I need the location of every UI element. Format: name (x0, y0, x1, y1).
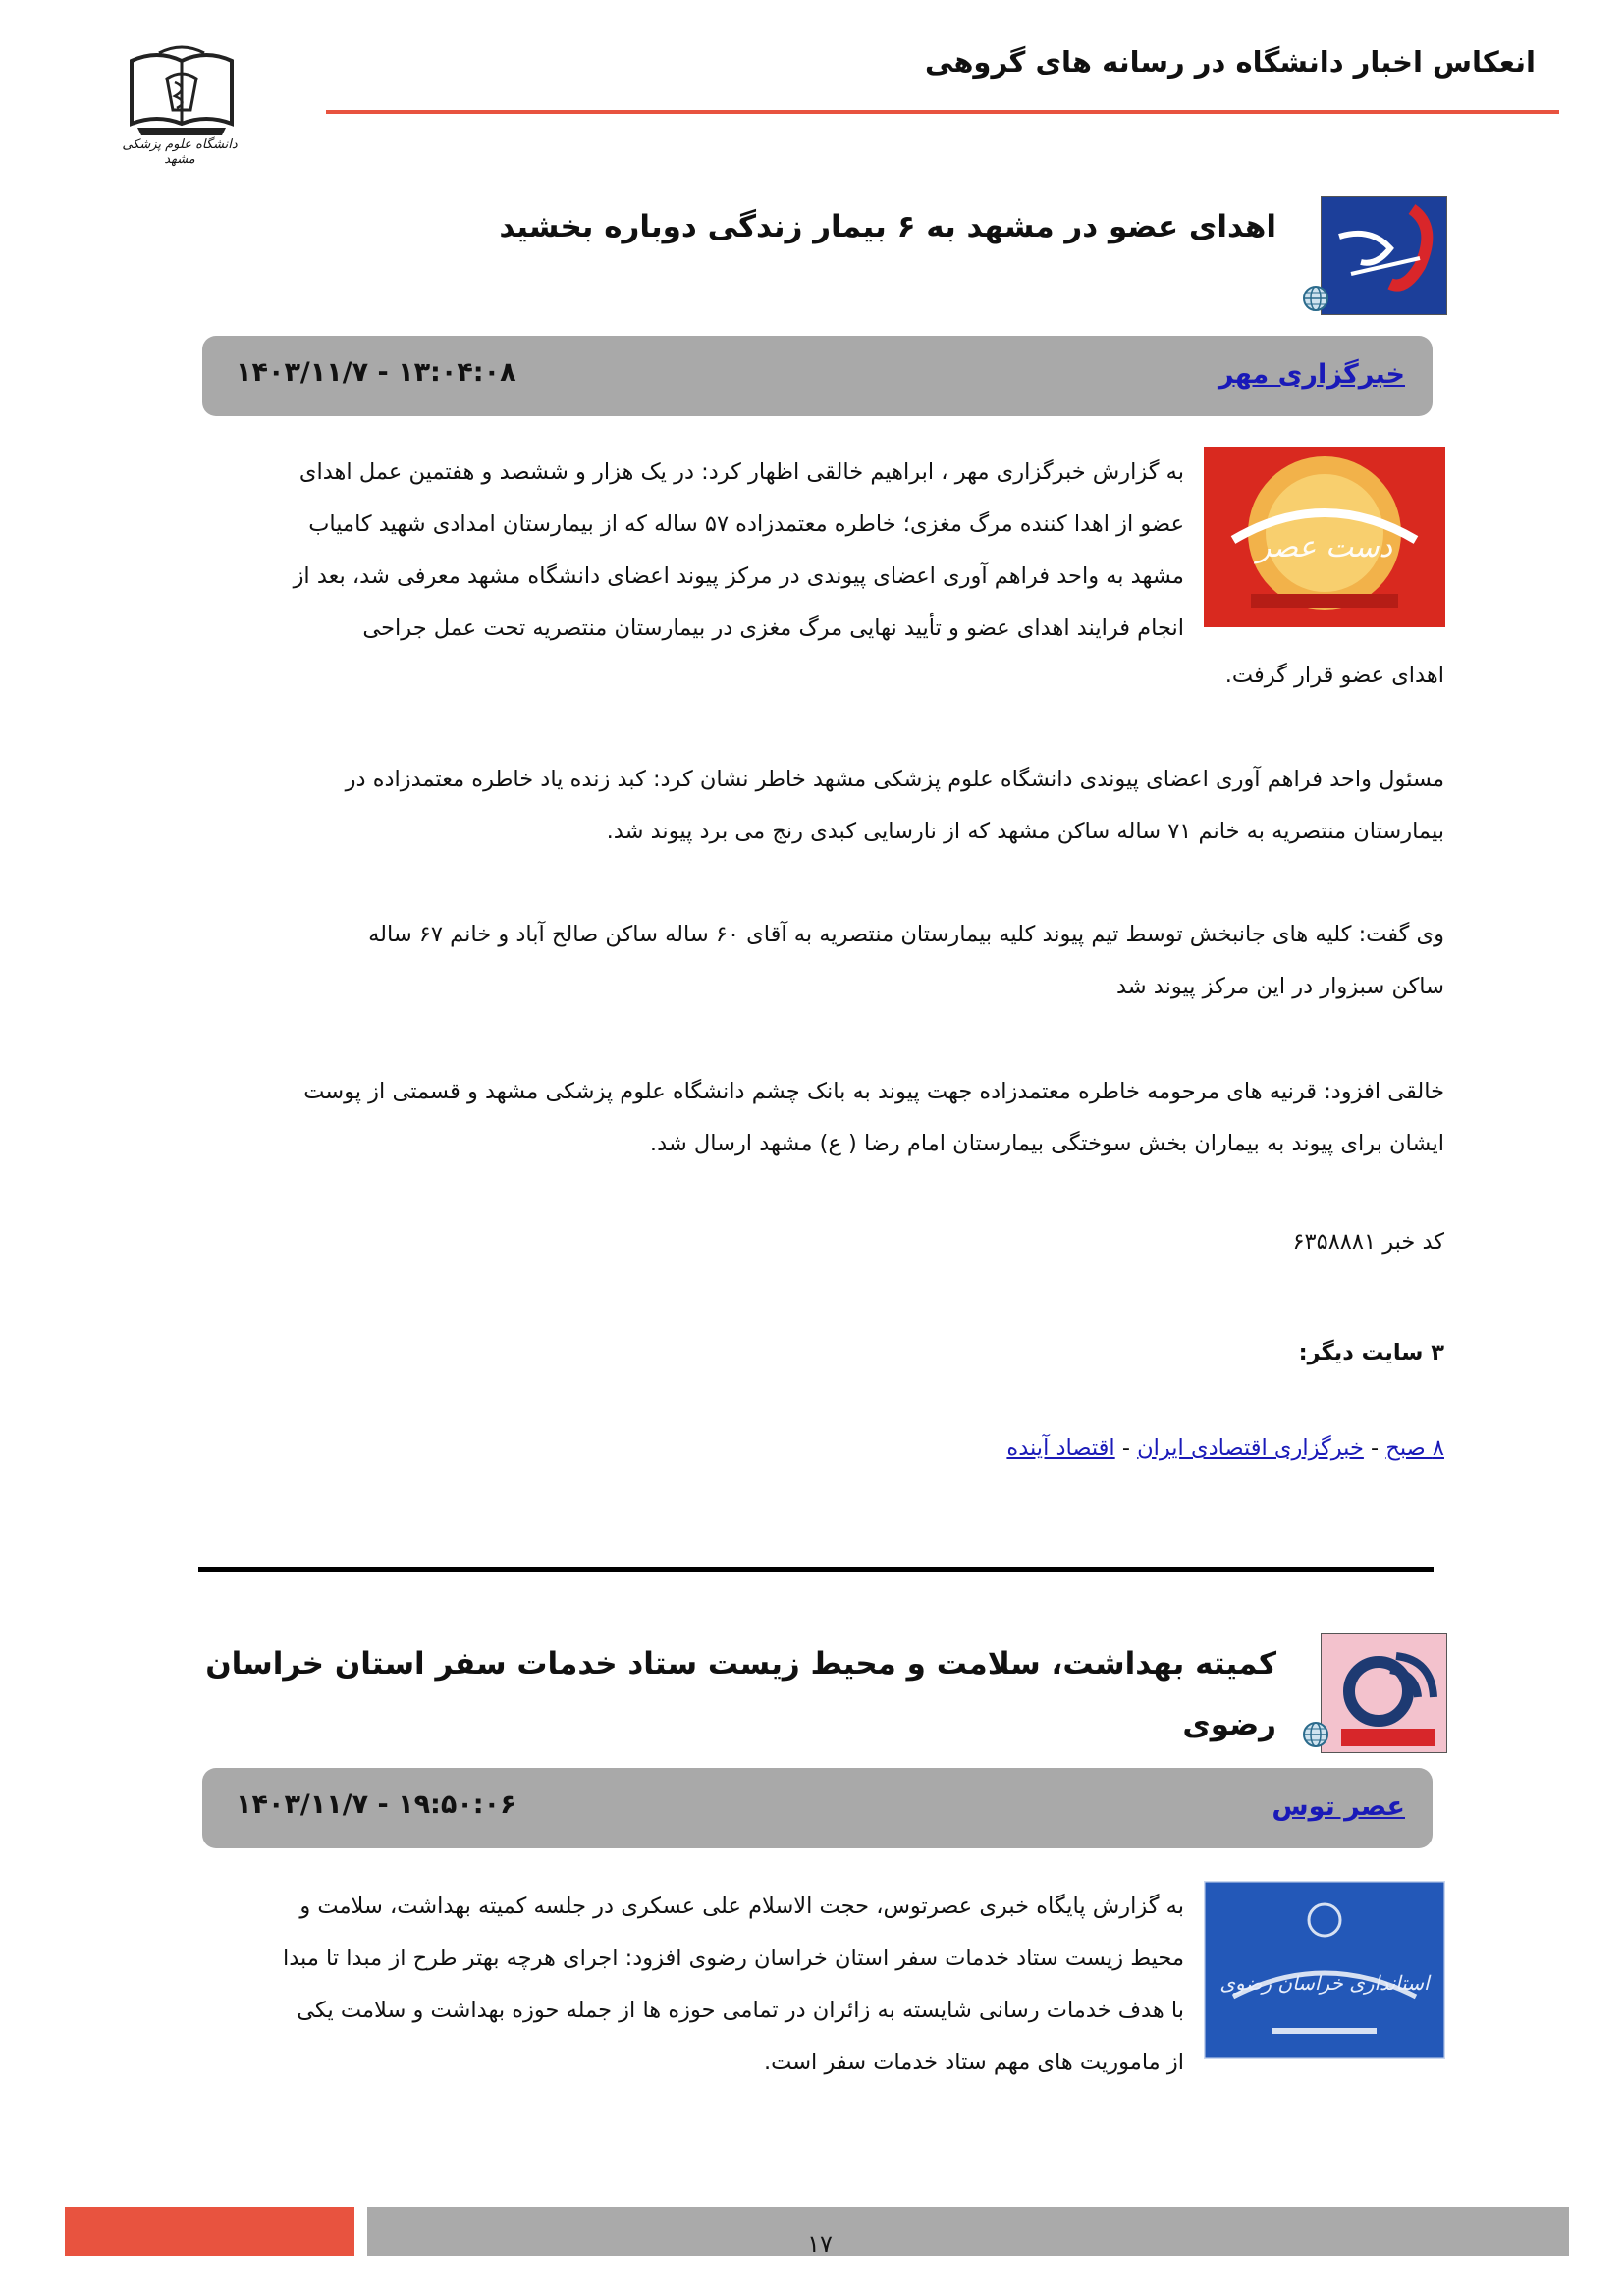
lead-line: به گزارش خبرگزاری مهر ، ابراهیم خالقی اظهار کرد: در یک هزار و ششصد و هفتمین عمل اهدای (298, 459, 1184, 485)
article-2-source-link[interactable]: عصر توس (1272, 1791, 1405, 1822)
article-1-date: ۱۴۰۳/۱۱/۷ - ۱۳:۰۴:۰۸ (236, 357, 516, 388)
other-site-link[interactable]: خبرگزاری اقتصادی ایران (1137, 1435, 1364, 1461)
header-divider (326, 110, 1559, 114)
article-1-thumbnail-label: دست عصر (1257, 530, 1392, 564)
article-2-thumbnail-label: استانداری خراسان رضوی (1219, 1971, 1430, 1995)
lead-line: از ماموریت های مهم ستاد خدمات سفر است. (763, 2050, 1184, 2075)
asr-toos-icon (1321, 1633, 1447, 1753)
article-2-meta-bar (202, 1768, 1433, 1848)
other-sites-title: ۳ سایت دیگر: (1298, 1340, 1444, 1365)
article-2-headline-line: کمیته بهداشت، سلامت و محیط زیست ستاد خدمات سفر استان خراسان رضوی (205, 1646, 1276, 1742)
footer-gray-bar (367, 2207, 1569, 2256)
article-1-meta-bar (202, 336, 1433, 416)
article-1-lead (204, 447, 1184, 655)
paragraph-line: بیمارستان منتصریه به خانم ۷۱ ساله ساکن مشهد که از نارسایی کبدی رنج می برد پیوند شد. (606, 819, 1444, 844)
paragraph-line: ایشان برای پیوند به بیماران بخش سوختگی بیمارستان امام رضا ( ع) مشهد ارسال شد. (649, 1131, 1444, 1156)
lead-line: انجام فرایند اهدای عضو و تأیید نهایی مرگ مغزی در بیمارستان منتصریه تحت عمل جراحی (362, 615, 1184, 641)
page-number: ۱۷ (807, 2230, 833, 2258)
separator-dash: - (1363, 1435, 1380, 1461)
other-site-link[interactable]: اقتصاد آینده (1006, 1435, 1115, 1461)
article-2-thumbnail (1204, 1881, 1445, 2059)
page-header-title: انعکاس اخبار دانشگاه در رسانه های گروهی (924, 45, 1536, 79)
paragraph-line: ساکن سبزوار در این مرکز پیوند شد (1115, 974, 1444, 999)
article-1-paragraph-1 (202, 754, 1444, 858)
logo-caption: دانشگاه علوم پزشکی مشهد (122, 137, 238, 167)
lead-line: به گزارش پایگاه خبری عصرتوس، حجت الاسلام علی عسکری در جلسه کمیته بهداشت، سلامت و (299, 1894, 1184, 1919)
lead-line: اهدای عضو قرار گرفت. (1224, 663, 1444, 688)
article-1-news-code: کد خبر ۶۳۵۸۸۸۱ (1292, 1229, 1444, 1255)
lead-line: مشهد به واحد فراهم آوری اعضای پیوندی در مرکز پیوند اعضای دانشگاه مشهد معرفی شد، بعد از (293, 563, 1184, 589)
other-site-link[interactable]: ۸ صبح (1385, 1435, 1444, 1461)
article-1-paragraph-2 (202, 909, 1444, 1013)
globe-icon (1302, 285, 1329, 312)
article-1-headline-line: اهدای عضو در مشهد به ۶ بیمار زندگی دوباره بخشید (499, 209, 1276, 244)
separator-dash: - (1114, 1435, 1130, 1461)
other-sites-list (1006, 1435, 1444, 1461)
mehr-news-icon (1321, 196, 1447, 315)
article-2-lead (204, 1881, 1184, 2089)
lead-line: عضو از اهدا کننده مرگ مغزی؛ خاطره معتمدزاده ۵۷ ساله که از بیمارستان امدادی شهید کامیاب (308, 511, 1184, 537)
article-separator (198, 1567, 1434, 1572)
article-1-paragraph-3 (202, 1066, 1444, 1170)
footer-red-bar (65, 2207, 354, 2256)
article-1-headline (295, 196, 1276, 257)
paragraph-line: خالقی افزود: قرنیه های مرحومه خاطره معتمدزاده جهت پیوند به بانک چشم دانشگاه علوم پزشکی مشهد و قسمتی از پوست (303, 1079, 1444, 1104)
globe-icon (1302, 1721, 1329, 1748)
lead-line: با هدف خدمات رسانی شایسته به زائران در تمامی حوزه ها از جمله حوزه بهداشت و سلامت یکی (297, 1998, 1184, 2023)
paragraph-line: مسئول واحد فراهم آوری اعضای پیوندی دانشگاه علوم پزشکی مشهد خاطر نشان کرد: کبد زنده یاد خاطره معتمدزاده در (345, 767, 1444, 792)
article-1-source-link[interactable]: خبرگزاری مهر (1218, 359, 1405, 390)
lead-line: محیط زیست ستاد خدمات سفر استان خراسان رضوی افزود: اجرای هرچه بهتر طرح از مبدا تا مبدا (282, 1946, 1184, 1971)
article-2-date: ۱۴۰۳/۱۱/۷ - ۱۹:۵۰:۰۶ (236, 1789, 516, 1820)
paragraph-line: وی گفت: کلیه های جانبخش توسط تیم پیوند کلیه بیمارستان منتصریه به آقای ۶۰ ساله ساکن صالح آباد و خانم ۶۷ ساله (368, 922, 1444, 947)
